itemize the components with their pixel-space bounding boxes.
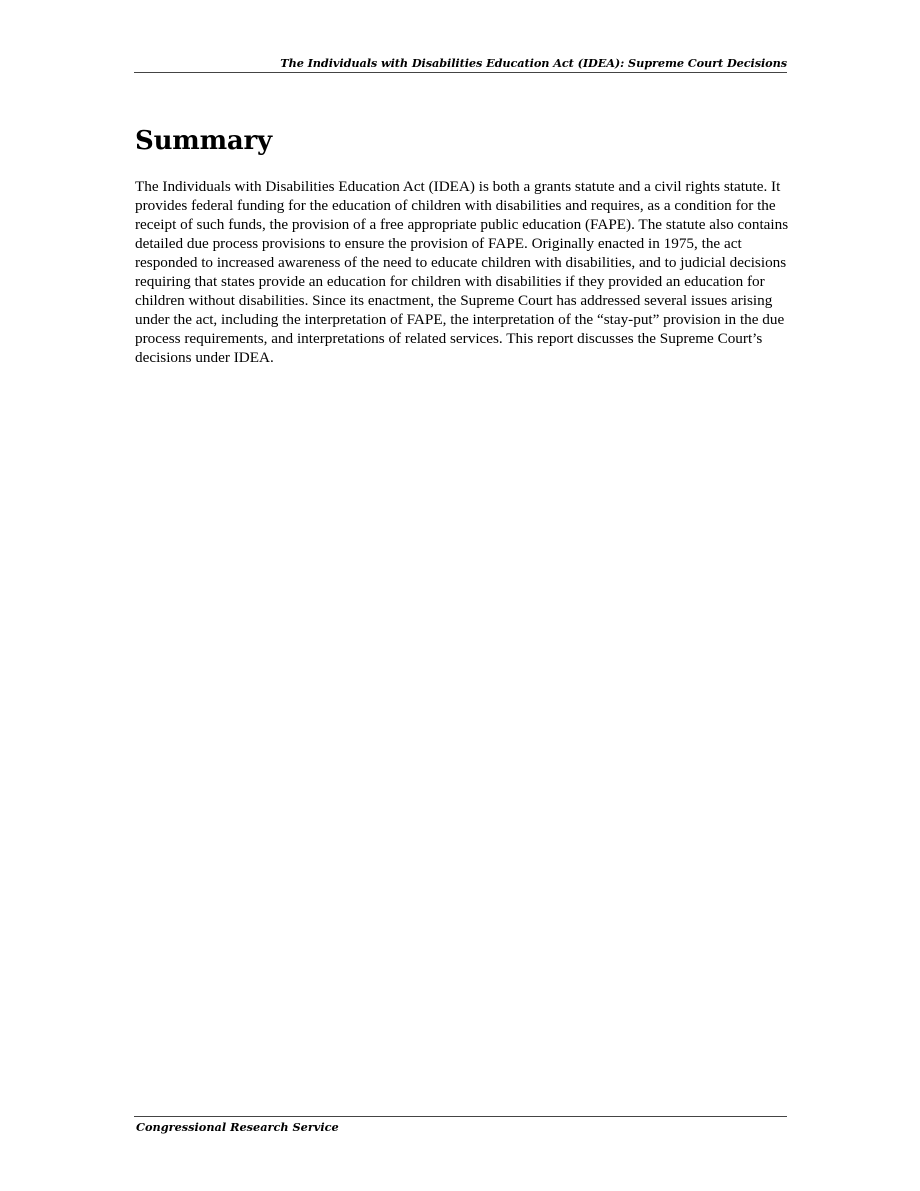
running-header: The Individuals with Disabilities Education Act (IDEA): Supreme Court Decisions — [280, 56, 787, 70]
footer-rule — [134, 1116, 787, 1117]
summary-heading: Summary — [135, 126, 272, 156]
running-footer: Congressional Research Service — [136, 1120, 339, 1134]
summary-paragraph: The Individuals with Disabilities Education Act (IDEA) is both a grants statute and a civil rights statute. It provides federal funding for the education of children with disabilities and requires, as a condition for the receipt of such funds, the provision of a free appropriate public education (FAPE). The statute also contains detailed due process provisions to ensure the provision of FAPE. Originally enacted in 1975, the act responded to increased awareness of the need to educate children with disabilities, and to judicial decisions requiring that states provide an education for children with disabilities if they provided an education for children without disabilities. Since its enactment, the Supreme Court has addressed several issues arising under the act, including the interpretation of FAPE, the interpretation of the “stay-put” provision in the due process requirements, and interpretations of related services. This report discusses the Supreme Court’s decisions under IDEA. — [135, 178, 789, 366]
header-rule — [134, 72, 787, 73]
